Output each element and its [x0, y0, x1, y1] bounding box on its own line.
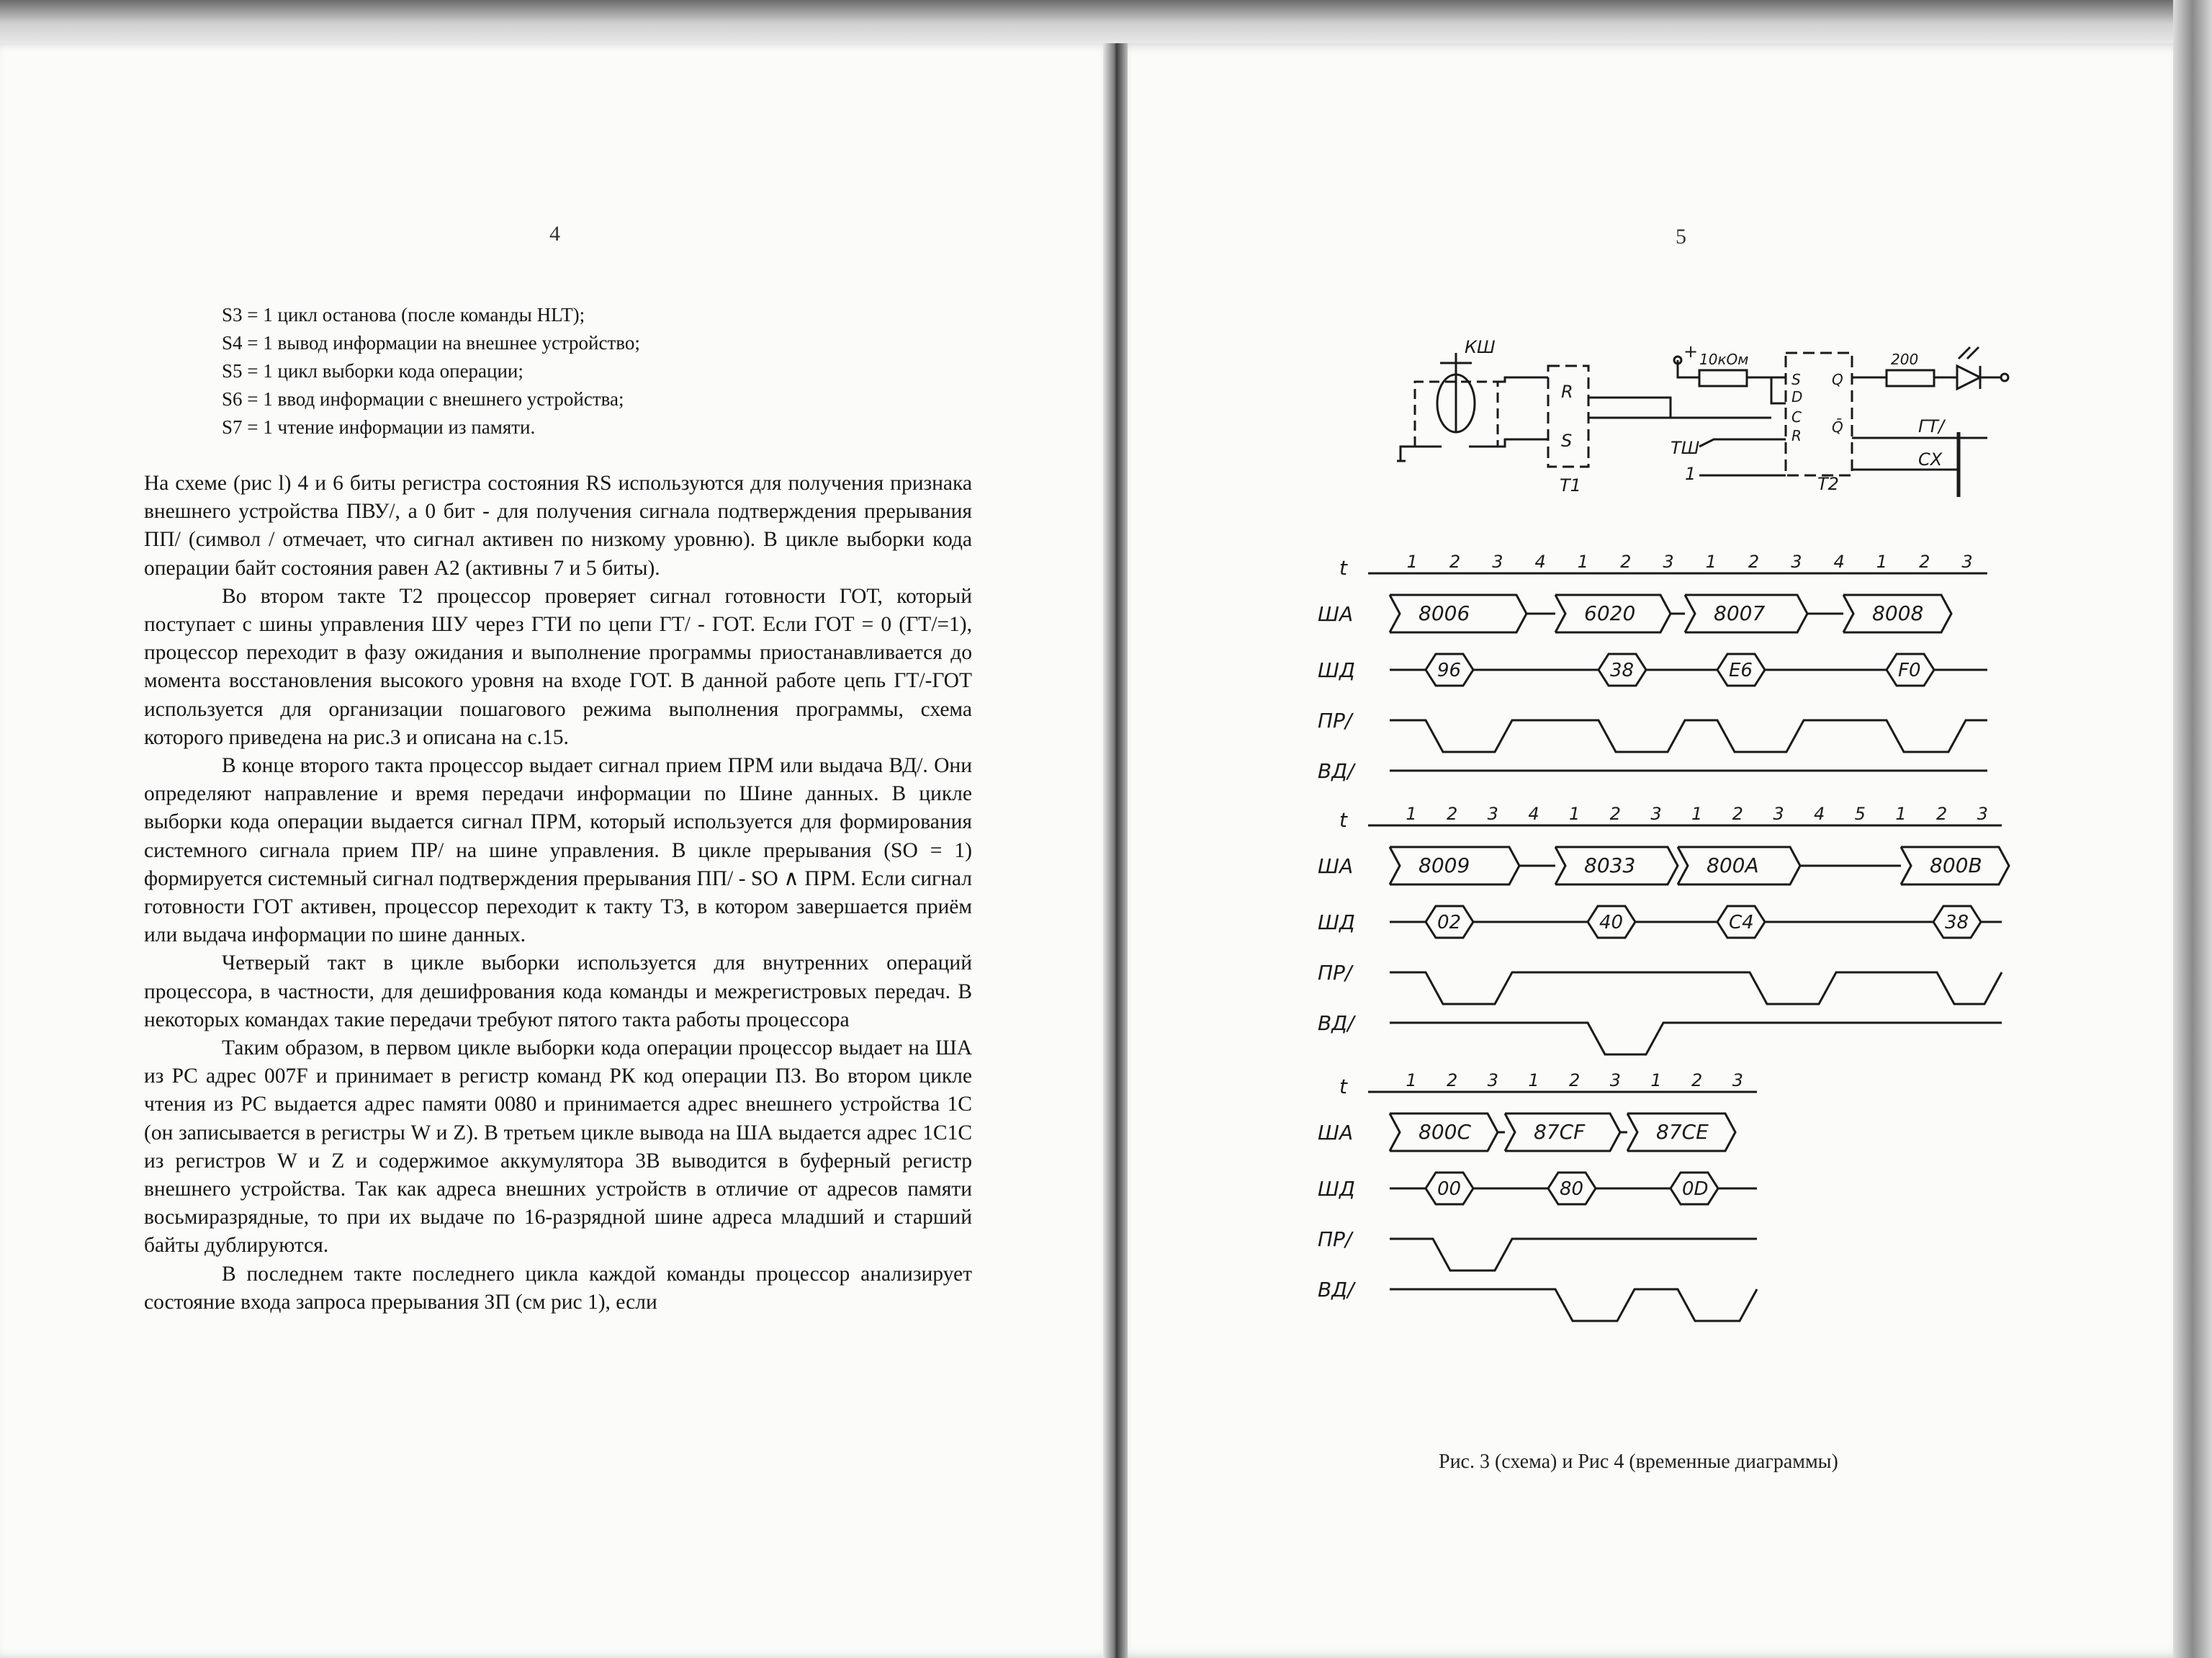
write-strobe [1390, 1289, 1757, 1321]
label-write: ВД/ [1318, 759, 1354, 783]
label-data-bus: ШД [1318, 910, 1355, 934]
clock-tick-label: 3 [1732, 1070, 1743, 1090]
read-strobe [1390, 720, 1987, 752]
clock-tick-label: 4 [1814, 804, 1825, 824]
clock-tick-label: 2 [1732, 804, 1743, 824]
label-write: ВД/ [1318, 1011, 1354, 1035]
clock-tick-label: 3 [1487, 1070, 1498, 1090]
figure-caption: Рис. 3 (схема) и Рис 4 (временные диаграммы) [1439, 1451, 1838, 1473]
paragraph: Таким образом, в первом цикле выборки кода операции процессор выдает на ША из PC адрес 007F и принимает в регистр команд РК код операции ПЗ. Во втором цикле чтения из PC выдается адрес памяти 0080 и принимается адрес внешнего устройства 1C (он записывается в регистры W и Z). В третьем цикле вывода на ША выдается адрес 1C1C из регистров W и Z и содержимое аккумулятора 3В выводится в буферный регистр внешнего устройства. Так как адреса внешних устройств в отличие от адресов памяти восьмиразрядные, то при их выдаче по 16-разрядной шине адреса младший и старший байты дублируются. [144, 1036, 972, 1258]
clock-tick-label: 1 [1577, 552, 1589, 572]
clock-tick-label: 2 [1569, 1070, 1581, 1090]
address-value: 8006 [1419, 601, 1470, 625]
address-value: 8033 [1584, 853, 1636, 877]
clock-tick-label: 2 [1449, 552, 1461, 572]
clock-tick-label: 2 [1609, 804, 1621, 824]
clock-tick-label: 3 [1650, 804, 1662, 824]
clock-tick-label: 2 [1691, 1070, 1703, 1090]
clock-tick-label: 1 [1650, 1070, 1662, 1090]
label-t: t [1339, 808, 1347, 832]
clock-tick-label: 5 [1854, 804, 1866, 824]
clock-tick-label: 1 [1876, 552, 1888, 572]
address-value: 800C [1419, 1120, 1471, 1144]
label-read: ПР/ [1318, 709, 1352, 732]
label-data-bus: ШД [1318, 658, 1355, 682]
timing-diagrams [1318, 533, 2052, 1340]
data-value: C4 [1729, 912, 1754, 933]
status-list-item: S4 = 1 вывод информации на внешнее устройство; [222, 332, 640, 354]
label-step-mode: ТШ [1671, 438, 1700, 458]
read-strobe [1390, 1239, 1757, 1271]
label-plus: + [1683, 341, 1699, 362]
clock-tick-label: 1 [1895, 804, 1907, 824]
address-value: 87CF [1534, 1120, 1586, 1144]
clock-tick-label: 4 [1534, 552, 1546, 572]
paragraph: В последнем такте последнего цикла каждой команды процессор анализирует состояние входа запроса прерывания ЗП (см рис 1), если [144, 1262, 972, 1314]
data-value: 02 [1437, 912, 1462, 933]
label-pin-nq: Q̄ [1832, 418, 1843, 436]
clock-tick-label: 3 [1773, 804, 1784, 824]
clock-tick-label: 1 [1406, 804, 1417, 824]
clock-tick-label: 3 [1487, 804, 1498, 824]
label-pin-s2: S [1791, 371, 1801, 388]
label-one: 1 [1685, 464, 1696, 484]
body-text [144, 470, 972, 1317]
data-value: 40 [1599, 912, 1624, 933]
label-button: КШ [1465, 337, 1496, 357]
label-trigger1: Т1 [1560, 475, 1581, 496]
clock-tick-label: 3 [1492, 552, 1503, 572]
address-value: 87CE [1656, 1120, 1709, 1144]
address-value: 6020 [1584, 601, 1636, 625]
read-strobe [1390, 972, 2002, 1004]
clock-tick-label: 3 [1609, 1070, 1621, 1090]
label-pin-s: S [1561, 431, 1573, 451]
right-page-number: 5 [1676, 225, 1686, 248]
clock-tick-label: 2 [1447, 1070, 1458, 1090]
clock-tick-label: 4 [1528, 804, 1539, 824]
paragraph: Четверый такт в цикле выборки используется для внутренних операций процессора, в частности, для дешифрования кода команды и межрегистровых передач. В некоторых командах такие передачи требуют пятого такта работы процессора [144, 951, 972, 1031]
status-list-item: S5 = 1 цикл выборки кода операции; [222, 360, 523, 382]
data-value: F0 [1898, 660, 1921, 681]
address-value: 8008 [1872, 601, 1924, 625]
status-list-item: S6 = 1 ввод информации с внешнего устройства; [222, 388, 624, 410]
data-value: E6 [1729, 660, 1753, 681]
clock-tick-label: 1 [1528, 1070, 1539, 1090]
label-addr-bus: ША [1318, 854, 1354, 878]
paragraph: Во втором такте Т2 процессор проверяет сигнал готовности ГОТ, который поступает с шины управления ШУ через ГТИ по цепи ГТ/ - ГОТ. Если ГОТ = 0 (ГТ/=1), процессор переходит в фазу ожидания и выполнение программы приостанавливается до момента восстановления высокого уровня на входе ГОТ. В данной работе цепь ГТ/-ГОТ используется для организации пошагового режима выполнения программы, схема которого приведена на рис.3 и описана на с.15. [144, 584, 972, 749]
clock-tick-label: 1 [1691, 804, 1703, 824]
clock-tick-label: 3 [1791, 552, 1802, 572]
label-pin-c: C [1791, 408, 1802, 426]
left-page-number: 4 [549, 222, 560, 246]
label-addr-bus: ША [1318, 602, 1354, 626]
clock-tick-label: 2 [1936, 804, 1948, 824]
data-value: 0D [1682, 1178, 1709, 1200]
status-list [222, 301, 640, 442]
data-value: 96 [1437, 660, 1462, 681]
address-value: 800A [1707, 853, 1759, 877]
label-out-ready: ГТ/ [1918, 416, 1945, 436]
status-list-item: S7 = 1 чтение информации из памяти. [222, 416, 536, 438]
data-value: 00 [1437, 1178, 1462, 1200]
label-resistor2: 200 [1891, 351, 1919, 368]
address-value: 8009 [1419, 853, 1470, 877]
label-t: t [1339, 556, 1347, 580]
clock-tick-label: 2 [1447, 804, 1458, 824]
data-value: 38 [1610, 660, 1635, 681]
label-pin-q: Q [1832, 371, 1843, 388]
label-pin-d: D [1791, 388, 1803, 405]
clock-tick-label: 2 [1748, 552, 1760, 572]
step-mode-schematic [1397, 331, 2023, 504]
book-gutter [1103, 43, 1128, 1658]
clock-tick-label: 4 [1833, 552, 1845, 572]
label-pin-r2: R [1791, 427, 1802, 444]
label-data-bus: ШД [1318, 1177, 1355, 1201]
clock-tick-label: 1 [1406, 1070, 1417, 1090]
write-strobe [1390, 1023, 2002, 1054]
address-value: 800B [1930, 853, 1982, 877]
data-value: 38 [1945, 912, 1969, 933]
label-out-clock: СХ [1918, 449, 1943, 470]
scan-right-edge [2173, 0, 2212, 1658]
clock-tick-label: 2 [1919, 552, 1930, 572]
clock-tick-label: 1 [1406, 552, 1418, 572]
label-write: ВД/ [1318, 1278, 1354, 1301]
label-pin-r: R [1561, 382, 1573, 402]
label-trigger2: Т2 [1817, 474, 1839, 494]
clock-tick-label: 1 [1705, 552, 1717, 572]
clock-tick-label: 3 [1977, 804, 1988, 824]
paragraph: На схеме (рис l) 4 и 6 биты регистра состояния RS используются для получения признака внешнего устройства ПВУ/, а 0 бит - для получения сигнала подтверждения прерывания ПП/ (символ / отмечает, что сигнал активен по низкому уровню). В цикле выборки кода операции байт состояния равен А2 (активны 7 и 5 биты). [144, 472, 972, 580]
status-list-item: S3 = 1 цикл останова (после команды HLT); [222, 304, 585, 326]
label-read: ПР/ [1318, 961, 1352, 985]
clock-tick-label: 2 [1620, 552, 1632, 572]
clock-tick-label: 3 [1961, 552, 1973, 572]
address-value: 8007 [1714, 601, 1766, 625]
label-resistor1: 10кОм [1699, 351, 1749, 368]
clock-tick-label: 1 [1569, 804, 1581, 824]
label-addr-bus: ША [1318, 1121, 1354, 1144]
data-value: 80 [1560, 1178, 1584, 1200]
label-t: t [1339, 1075, 1347, 1098]
clock-tick-label: 3 [1663, 552, 1674, 572]
label-read: ПР/ [1318, 1227, 1352, 1251]
paragraph: В конце второго такта процессор выдает сигнал прием ПРМ или выдача ВД/. Они определяют направление и время передачи информации по Шине данных. В цикле выборки кода операции выдается сигнал ПРМ, который используется для формирования системного сигнала прием ПР/ на шине управления. В цикле прерывания (SO = 1) формируется системный сигнал подтверждения прерывания ПП/ - SO ∧ ПРМ. Если сигнал готовности ГОТ активен, процессор переходит к такту ТЗ, в котором завершается приём или выдача информации по шине данных. [144, 754, 972, 947]
